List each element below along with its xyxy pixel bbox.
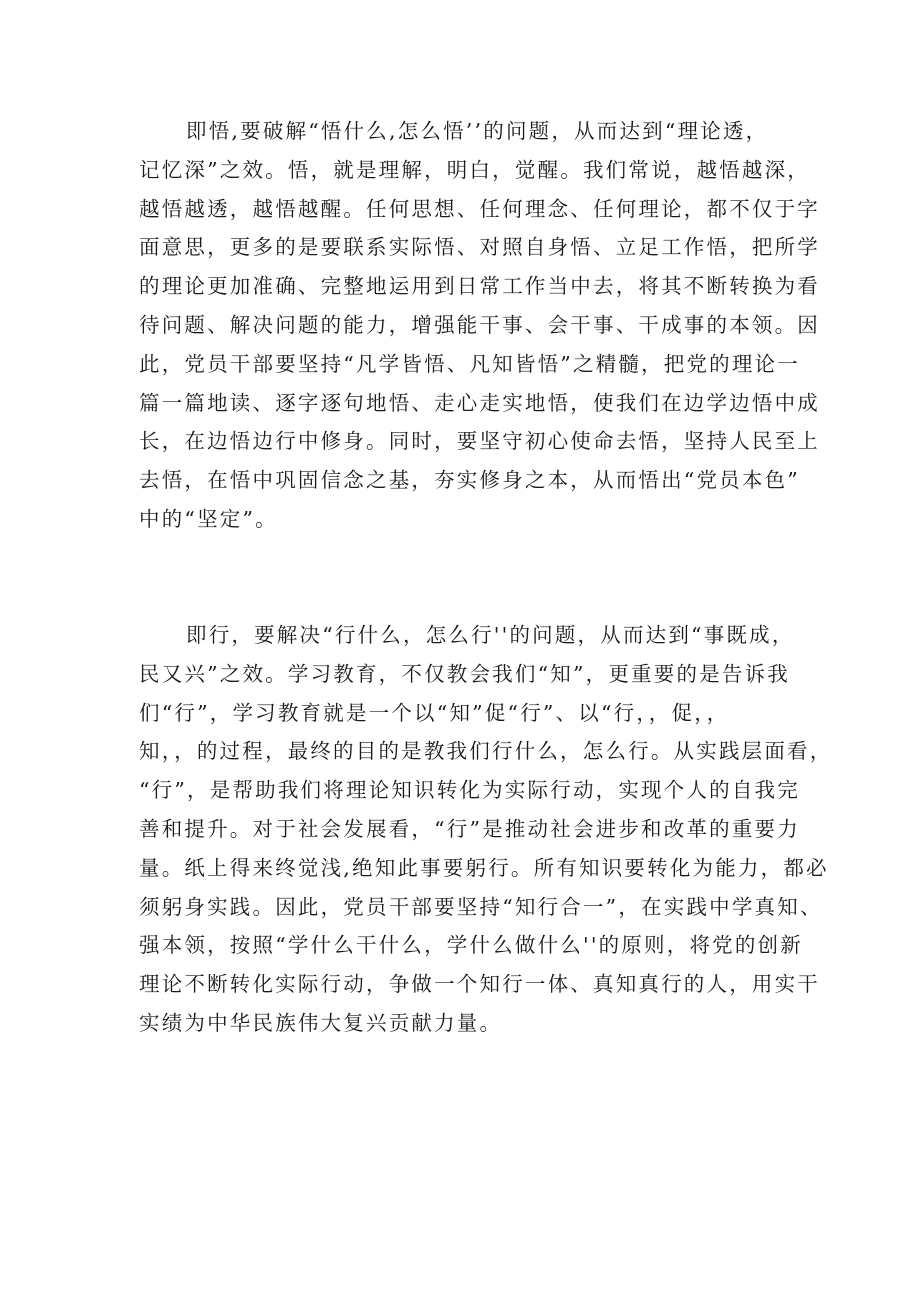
text-line: 民又兴”之效。学习教育，不仅教会我们“知”，更重要的是告诉我 [139, 661, 790, 686]
text-line: “行”，是帮助我们将理论知识转化为实际行动，实现个人的自我完 [139, 778, 800, 803]
text-line: 即行，要解决“行什么，怎么行''的问题，从而达到“事既成， [186, 623, 795, 647]
text-line: 量。纸上得来终觉浅,绝知此事要躬行。所有知识要转化为能力，都必 [139, 855, 829, 880]
text-line: 知，，的过程，最终的目的是教我们行什么，怎么行。从实践层面看， [139, 739, 833, 764]
text-line: 待问题、解决问题的能力，增强能干事、会干事、干成事的本领。因 [139, 312, 820, 337]
text-line: 越悟越透，越悟越醒。任何思想、任何理念、任何理论，都不仅于字 [139, 196, 820, 221]
text-line: 中的“坚定”。 [139, 506, 278, 531]
text-line: 即悟,要破解“悟什么,怎么悟’’的问题，从而达到“理论透， [186, 119, 769, 143]
text-line: 的理论更加准确、完整地运用到日常工作当中去，将其不断转换为看 [139, 274, 820, 299]
text-line: 记忆深”之效。悟，就是理解，明白，觉醒。我们常说，越悟越深， [139, 157, 810, 182]
text-line: 篇一篇地读、逐字逐句地悟、走心走实地悟，使我们在边学边悟中成 [139, 390, 820, 415]
text-line: 善和提升。对于社会发展看，“行”是推动社会进步和改革的重要力 [139, 816, 800, 841]
text-line: 强本领，按照“学什么干什么，学什么做什么''的原则，将党的创新 [139, 933, 803, 958]
text-line: 实绩为中华民族伟大复兴贡献力量。 [139, 1010, 503, 1035]
text-line: 们“行”，学习教育就是一个以“知”促“行”、以“行，，促，， [139, 700, 730, 725]
text-line: 须躬身实践。因此，党员干部要坚持“知行合一”，在实践中学真知、 [139, 894, 823, 919]
paragraph-understanding [139, 112, 820, 539]
paragraph-action [139, 616, 833, 1043]
text-line: 长，在边悟边行中修身。同时，要坚守初心使命去悟，坚持人民至上 [139, 429, 820, 454]
text-line: 面意思，更多的是要联系实际悟、对照自身悟、立足工作悟，把所学 [139, 235, 820, 260]
text-line: 去悟，在悟中巩固信念之基，夯实修身之本，从而悟出“党员本色” [139, 468, 800, 493]
text-line: 理论不断转化实际行动，争做一个知行一体、真知真行的人，用实干 [139, 972, 820, 997]
text-line: 此，党员干部要坚持“凡学皆悟、凡知皆悟”之精髓，把党的理论一 [139, 351, 800, 376]
